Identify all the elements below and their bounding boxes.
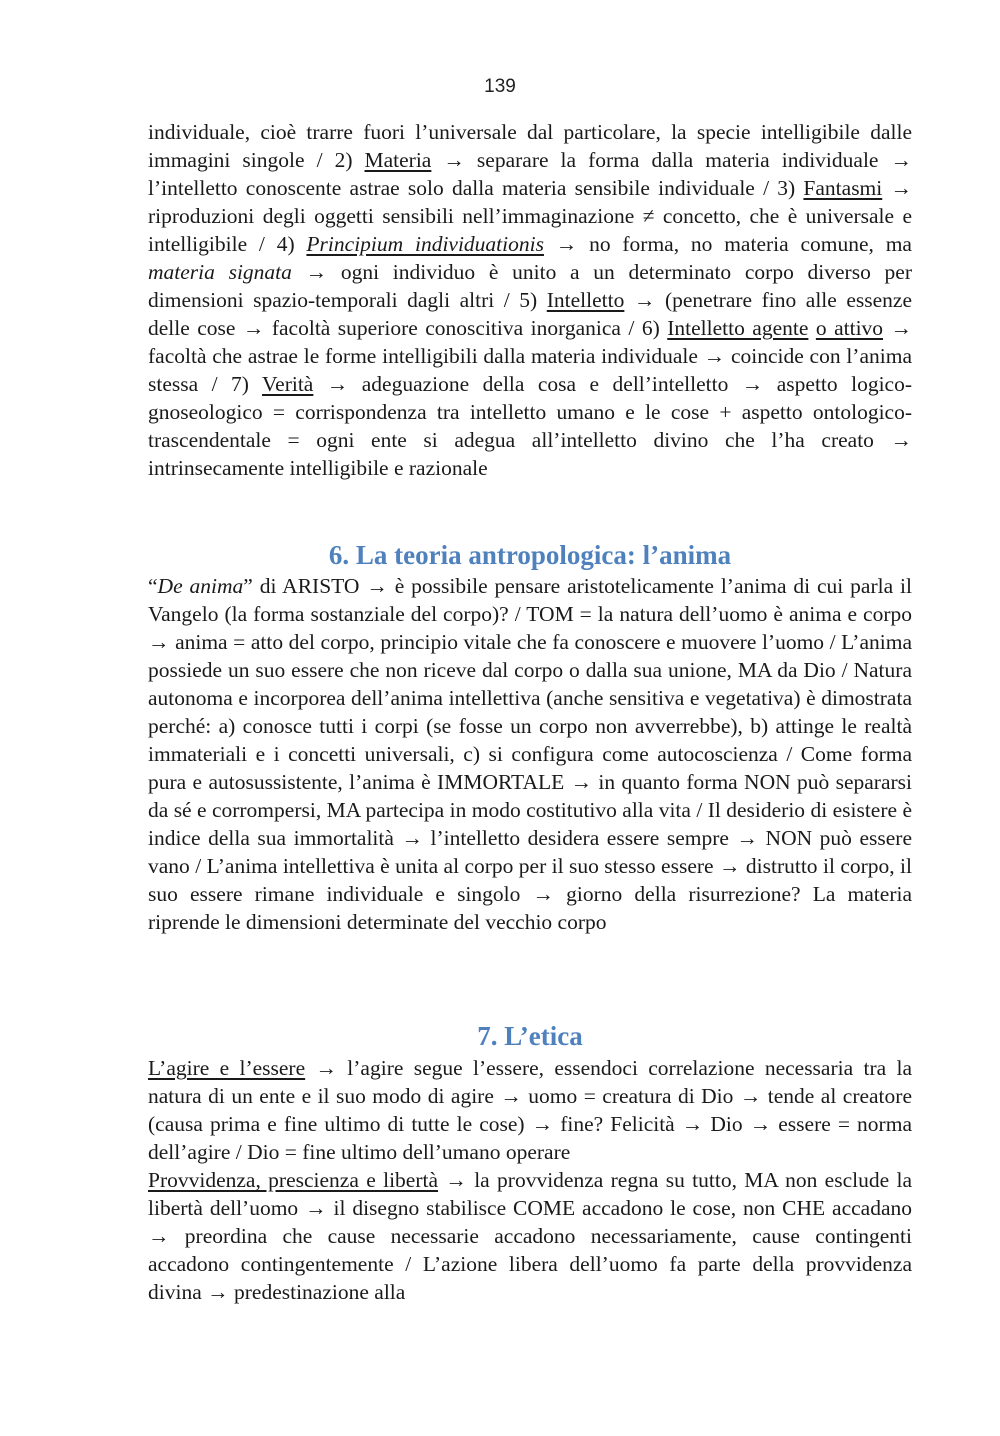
paragraph-etica [148, 1054, 912, 1306]
paragraph-text [148, 118, 912, 482]
text-run: → (penetrare fino alle essenze delle cose → facoltà superiore conoscitiva inorganica / 6) [148, 288, 912, 340]
page-number: 139 [484, 76, 516, 97]
text-run: → no forma, no materia comune, ma [543, 232, 912, 256]
term-verita: Verità [262, 372, 314, 396]
text-run: → separare la forma dalla materia individuale → l’intelletto conoscente astrae solo dalla materia sensibile individuale / 3) [148, 148, 912, 200]
text-run: individuale, cioè trarre fuori l’universale dal particolare, la specie intelligibile dalle immagini singole / 2) [148, 120, 912, 172]
text-run: → riproduzioni degli oggetti sensibili nell’immaginazione ≠ concetto, che è universale e intelligibile / 4) [148, 176, 912, 256]
paragraph-text [148, 572, 912, 936]
term-fantasmi: Fantasmi [803, 176, 883, 200]
text-run: → l’agire segue l’essere, essendoci correlazione necessaria tra la natura di un ente e il suo modo di agire → uomo = creatura di Dio → tende al creatore (causa prima e fine ultimo di tutte le cose) → fine? Felicità → Dio → essere = norma dell’agire / Dio = fine ultimo dell’umano operare [148, 1056, 912, 1164]
section-heading-anima: 6. La teoria antropologica: l’anima [328, 540, 732, 570]
term-intelletto-agente: Intelletto agente [667, 316, 809, 340]
text-run [808, 316, 815, 340]
paragraph-intelletto-terms [148, 118, 912, 482]
section-heading-etica: 7. L’etica [477, 1021, 583, 1051]
term-intelletto: Intelletto [546, 288, 625, 312]
paragraph-provvidenza [148, 1166, 912, 1306]
term-principium-individuationis: Principium individuationis [306, 232, 544, 256]
term-provvidenza: Provvidenza, prescienza e libertà [148, 1168, 439, 1192]
text-run: “ [148, 574, 158, 598]
term-materia: Materia [364, 148, 432, 172]
text-run: → adeguazione della cosa e dell’intelletto → aspetto logico-gnoseologico = corrispondenza tra intelletto umano e le cose + aspetto ontologico-trascendentale = ogni ente si adegua all’intelletto divino che l’ha creato → intrinsecamente intelligibile e razionale [148, 372, 913, 480]
term-agire-essere: L’agire e l’essere [148, 1056, 306, 1080]
text-run: ” di ARISTO → è possibile pensare aristotelicamente l’anima di cui parla il Vangelo (la forma sostanziale del corpo)? / TOM = la natura dell’uomo è anima e corpo → anima = atto del corpo, principio vitale che fa conoscere e muovere l’uomo / L’anima possiede un suo essere che non riceve dal corpo o dalla sua unione, MA da Dio / Natura autonoma e incorporea dell’anima intellettiva (anche sensitiva e vegetativa) è dimostrata perché: a) conosce tutti i corpi (se fosse un corpo non avverrebbe), b) attinge le realtà immateriali e i concetti universali, c) si configura come autocoscienza / Come forma pura e autosussistente, l’anima è IMMORTALE → in quanto forma NON può separarsi da sé e corrompersi, MA partecipa in modo costitutivo alla vita / Il desiderio di esistere è indice della sua immortalità → l’intelletto desidera essere sempre → NON può essere vano / L’anima intellettiva è unita al corpo per il suo stesso essere → distrutto il corpo, il suo essere rimane individuale e singolo → giorno della risurrezione? La materia riprende le dimensioni determinate del vecchio corpo [148, 574, 912, 934]
text-run: → facoltà che astrae le forme intelligibili dalla materia individuale → coincide con l’anima stessa / 7) [148, 316, 913, 396]
text-run: → ogni individuo è unito a un determinato corpo diverso per dimensioni spazio-temporali dagli altri / 5) [148, 260, 912, 312]
text-run: → la provvidenza regna su tutto, MA non esclude la libertà dell’uomo → il disegno stabilisce COME accadono le cose, non CHE accadano → preordina che cause necessarie accadono necessariamente, cause contingenti accadono contingentemente / L’azione libera dell’uomo fa parte della provvidenza divina → predestinazione alla [148, 1168, 912, 1304]
term-o-attivo: o attivo [815, 316, 884, 340]
term-de-anima: De anima [157, 574, 244, 598]
paragraph-anima [148, 572, 912, 936]
term-materia-signata: materia signata [148, 260, 292, 284]
paragraph-agire [148, 1054, 912, 1166]
